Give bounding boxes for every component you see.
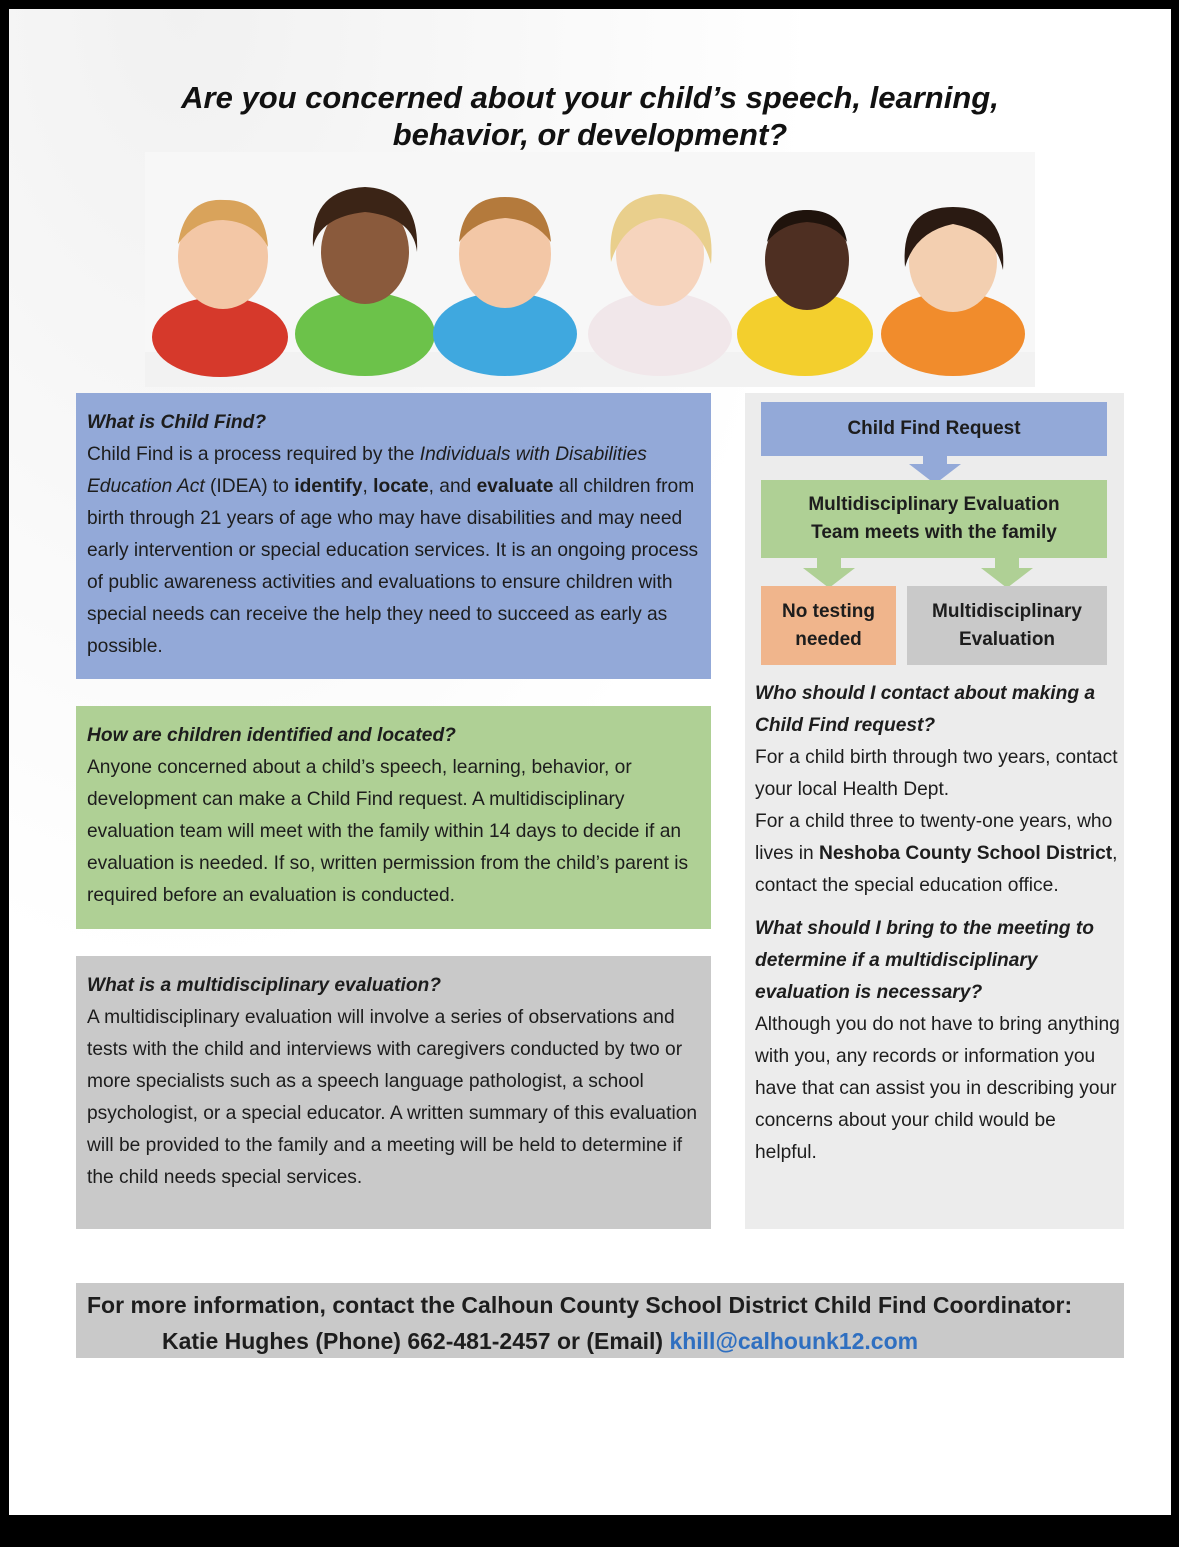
bring-text: Although you do not have to bring anything with you, any records or information you have that can assist you in describing your concerns about your child would be helpful. bbox=[755, 1014, 1120, 1163]
text-segment: , contact the special education office. bbox=[755, 843, 1118, 896]
footer-line-1: For more information, contact the Calhoun County School District Child Find Coordinator: bbox=[87, 1292, 1073, 1318]
contact-footer bbox=[76, 1283, 1124, 1358]
flyer-page bbox=[9, 9, 1171, 1515]
identified-located-box bbox=[76, 706, 711, 929]
child-blue-shirt bbox=[433, 197, 577, 376]
multidisciplinary-evaluation-box bbox=[76, 956, 711, 1229]
text-segment: Child Find is a process required by the bbox=[87, 444, 420, 465]
arrow-down-icon bbox=[801, 558, 857, 588]
flow-step-team-meeting-label bbox=[808, 491, 1059, 547]
label-line: needed bbox=[795, 628, 862, 650]
child-green-shirt bbox=[295, 187, 435, 376]
identified-located-heading: How are children identified and located? bbox=[87, 725, 456, 746]
flyer-title bbox=[9, 79, 1171, 153]
bring-heading: What should I bring to the meeting to determine if a multidisciplinary evaluation is necessary? bbox=[755, 918, 1094, 1003]
keyword-evaluate: evaluate bbox=[476, 476, 554, 497]
coordinator-contact: Katie Hughes (Phone) 662-481-2457 or (Email) bbox=[162, 1328, 670, 1354]
sidebar-text bbox=[755, 678, 1120, 1169]
what-is-child-find-box bbox=[76, 393, 711, 679]
flow-outcome-no-testing bbox=[761, 586, 896, 665]
children-photo bbox=[145, 152, 1035, 387]
flow-outcome-evaluation-label bbox=[932, 598, 1082, 654]
label-line: Evaluation bbox=[958, 628, 1056, 650]
flow-step-request-label: Child Find Request bbox=[847, 418, 1021, 439]
sidebar-panel bbox=[745, 393, 1124, 1229]
title-line-1: Are you concerned about your child’s speech, learning, bbox=[181, 80, 999, 115]
contact-heading: Who should I contact about making a Child Find request? bbox=[755, 683, 1096, 736]
flow-outcome-evaluation bbox=[907, 586, 1107, 665]
footer-line-2 bbox=[87, 1323, 1124, 1359]
what-is-child-find-heading: What is Child Find? bbox=[87, 412, 267, 433]
keyword-locate: locate bbox=[373, 476, 429, 497]
arrow-down-icon bbox=[979, 558, 1035, 588]
multidisciplinary-evaluation-text: A multidisciplinary evaluation will involve a series of observations and tests with the child and interviews with caregivers conducted by two or more specialists such as a speech language pathologist, a school psychologist, or a special educator. A written summary of this evaluation will be provided to the family and a meeting will be held to determine if the child needs special services. bbox=[87, 1007, 698, 1188]
flow-step-team-meeting bbox=[761, 480, 1107, 558]
keyword-identify: identify bbox=[294, 476, 363, 497]
title-line-2: behavior, or development? bbox=[392, 117, 788, 152]
text-segment: (IDEA) to bbox=[204, 476, 295, 497]
label-line: Team meets with the family bbox=[811, 522, 1057, 543]
child-white-shirt bbox=[588, 194, 732, 376]
what-is-child-find-text bbox=[87, 439, 699, 663]
children-illustration bbox=[145, 152, 1035, 387]
text-segment: , and bbox=[428, 476, 477, 497]
email-link[interactable]: khill@calhounk12.com bbox=[669, 1328, 919, 1354]
child-red-shirt bbox=[152, 200, 288, 377]
flow-outcome-no-testing-label bbox=[782, 598, 875, 654]
text-segment: all children from birth through 21 years of age who may have disabilities and may need early intervention or special education services. It is an ongoing process of public awareness activities and evaluations to ensure children with special needs can receive the help they need to succeed as early as possible. bbox=[87, 476, 699, 657]
flow-step-request bbox=[761, 402, 1107, 456]
label-line: Multidisciplinary bbox=[932, 600, 1082, 622]
idea-act-name: Individuals with Disabilities Education Act bbox=[87, 444, 647, 497]
child-orange-shirt bbox=[881, 207, 1025, 376]
text-segment: , bbox=[362, 476, 374, 497]
contact-three-twentyone bbox=[755, 806, 1120, 902]
contact-birth-two: For a child birth through two years, contact your local Health Dept. bbox=[755, 747, 1118, 800]
district-name: Neshoba County School District bbox=[818, 843, 1113, 864]
text-segment: For a child three to twenty-one years, who lives in bbox=[755, 811, 1113, 864]
label-line: No testing bbox=[782, 600, 875, 622]
multidisciplinary-evaluation-heading: What is a multidisciplinary evaluation? bbox=[87, 975, 441, 996]
identified-located-text: Anyone concerned about a child’s speech, learning, behavior, or development can make a Child Find request. A multidisciplinary evaluation team will meet with the family within 14 days to decide if an evaluation is needed. If so, written permission from the child’s parent is required before an evaluation is conducted. bbox=[87, 757, 689, 906]
label-line: Multidisciplinary Evaluation bbox=[808, 494, 1060, 515]
child-yellow-shirt bbox=[737, 210, 873, 376]
